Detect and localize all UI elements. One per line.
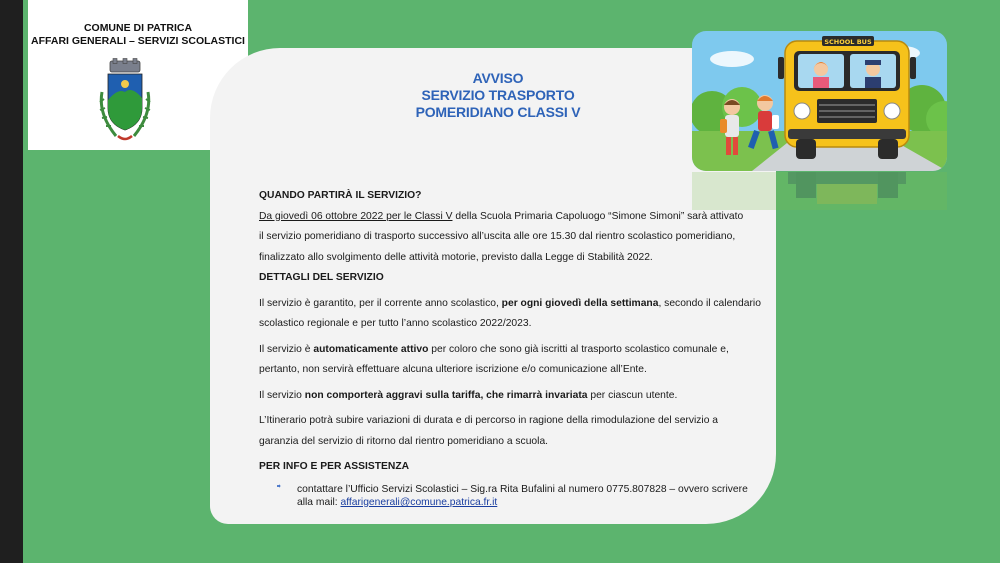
title-line-2: SERVIZIO TRASPORTO	[421, 87, 575, 103]
details-p2-text: Il servizio è	[259, 343, 314, 355]
municipality-header	[28, 22, 248, 48]
when-line-1-rest: della Scuola Primaria Capoluogo “Simone Simoni” sarà attivato	[452, 210, 744, 222]
section-heading-info: PER INFO E PER ASSISTENZA	[259, 461, 410, 472]
details-p1-text: Il servizio è garantito, per il corrente anno scolastico,	[259, 297, 502, 309]
contact-mail-prefix: alla mail:	[297, 497, 341, 508]
arrow-right-icon	[259, 478, 281, 492]
section-heading-details: DETTAGLI DEL SERVIZIO	[259, 272, 384, 283]
email-link[interactable]: affarigenerali@comune.patrica.fr.it	[340, 497, 498, 508]
details-p2-bold: automaticamente attivo	[313, 343, 429, 355]
bus-sign: SCHOOL BUS	[824, 38, 872, 46]
details-paragraph-1	[259, 294, 764, 315]
details-p3-text: Il servizio	[259, 389, 305, 401]
when-paragraph-line-1	[259, 207, 764, 228]
section-heading-when: QUANDO PARTIRÀ IL SERVIZIO?	[259, 190, 422, 201]
details-p2-text-end: per coloro che sono già iscritti al trasporto scolastico comunale e,	[428, 343, 729, 355]
school-bus-illustration	[692, 31, 947, 171]
department-name: AFFARI GENERALI – SERVIZI SCOLASTICI	[31, 35, 245, 47]
details-p1-bold: per ogni giovedì della settimana	[501, 297, 659, 309]
details-paragraph-2	[259, 340, 764, 361]
title-line-1: AVVISO	[472, 70, 524, 86]
when-paragraph-line-2: il servizio pomeridiano di trasporto successivo all’uscita alle ore 15.30 dal rientro scolastico pomeridiano,	[259, 231, 736, 242]
contact-bullet	[259, 478, 764, 510]
when-paragraph-line-3: finalizzato allo svolgimento delle attività motorie, previsto dalla Legge di Stabilità 2022.	[259, 251, 653, 263]
municipal-crest-icon	[94, 58, 156, 144]
notice-title	[380, 70, 616, 121]
start-date-underlined: Da giovedì 06 ottobre 2022 per le Classi V	[259, 210, 453, 222]
details-paragraph-3	[259, 386, 764, 407]
notice-body	[259, 186, 764, 510]
contact-text	[281, 478, 748, 510]
details-paragraph-4-line-2: garanzia del servizio di ritorno dal rientro pomeridiano a scuola.	[259, 435, 549, 447]
details-p3-text-end: per ciascun utente.	[587, 389, 678, 401]
title-line-3: POMERIDIANO CLASSI V	[415, 104, 581, 120]
details-paragraph-4-line-1: L’Itinerario potrà subire variazioni di durata e di percorso in ragione della rimodulazione del servizio a	[259, 415, 719, 426]
details-paragraph-1-line-2: scolastico regionale e per tutto l’anno scolastico 2022/2023.	[259, 318, 532, 329]
left-dark-bar	[0, 0, 23, 563]
details-p1-text-end: , secondo il calendario	[658, 297, 761, 309]
details-paragraph-2-line-2: pertanto, non servirà effettuare alcuna ulteriore iscrizione e/o comunicazione all’Ente.	[259, 364, 647, 375]
contact-line-1: contattare l’Ufficio Servizi Scolastici – Sig.ra Rita Bufalini al numero 0775.807828 – ovvero scrivere	[297, 483, 748, 495]
details-p3-bold: non comporterà aggravi sulla tariffa, che rimarrà invariata	[304, 389, 588, 401]
contact-line-2	[297, 496, 748, 510]
municipality-name: COMUNE DI PATRICA	[83, 22, 193, 34]
